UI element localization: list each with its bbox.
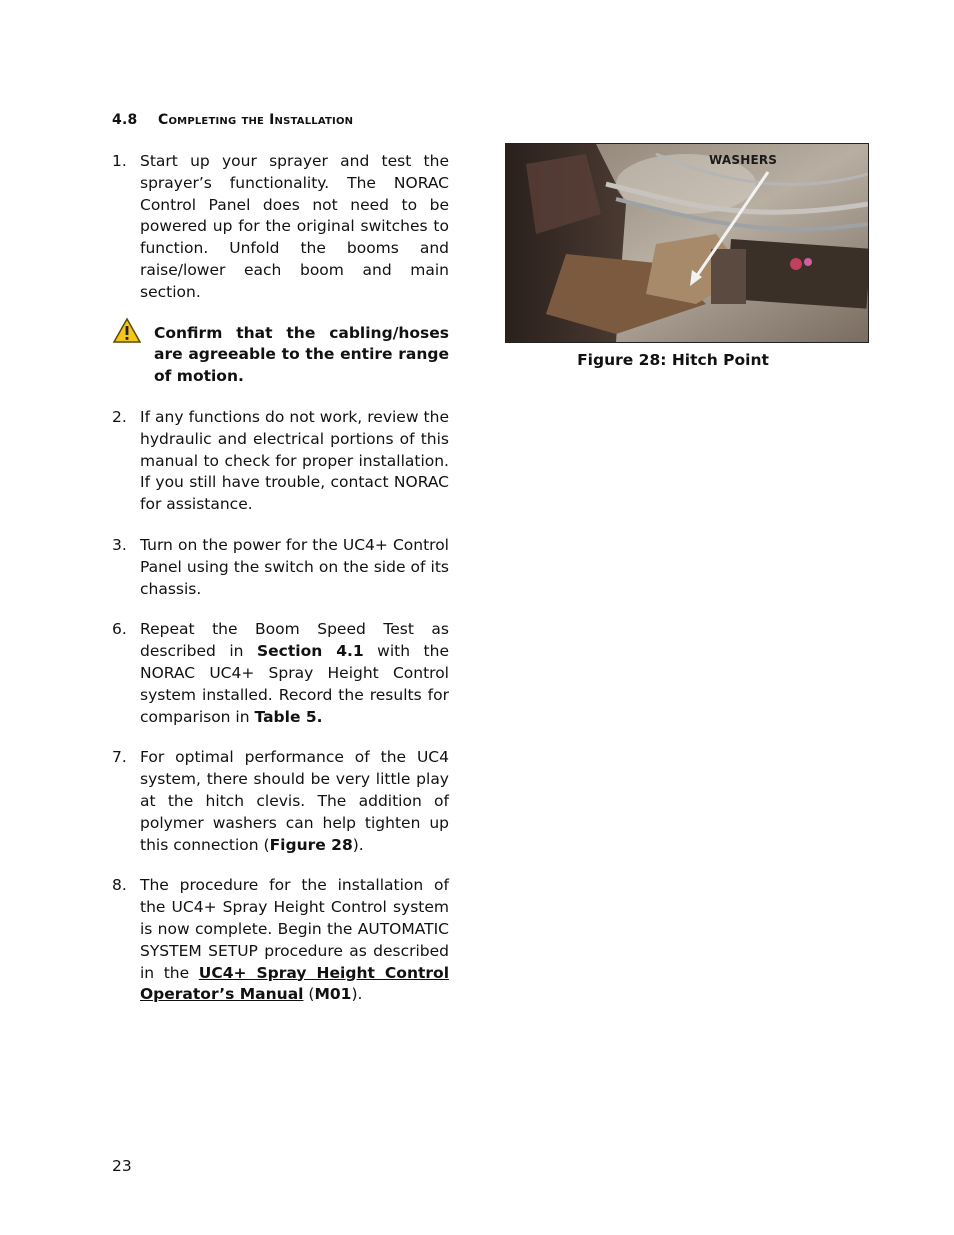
section-reference: Section 4.1	[256, 642, 364, 661]
item-text: Start up your sprayer and test the sprayer’s functionality. The NORAC Control Panel does not need to be powered up for the original switches to function. Unfold the booms and raise/lower each boom and main section.	[140, 152, 449, 301]
list-item	[112, 535, 449, 600]
table-reference: Table 5.	[254, 707, 323, 726]
figure-reference: Figure 28	[269, 835, 353, 854]
warning-icon	[112, 317, 142, 344]
item-number: 1.	[112, 152, 127, 170]
instructions-column	[112, 151, 449, 1025]
item-text: ).	[351, 985, 363, 1004]
caution-note	[112, 323, 449, 388]
list-item	[112, 875, 449, 1006]
item-text: The procedure for the installation of the UC4+ Spray Height Control system is now complete. Begin the AUTOMATIC SYSTEM SETUP procedure as described in the	[140, 876, 449, 982]
item-text: For optimal performance of the UC4 system, there should be very little play at the hitch clevis. The addition of polymer washers can help tighten up this connection (	[140, 748, 449, 854]
figure-caption: Figure 28: Hitch Point	[577, 351, 769, 369]
washers-label: WASHERS	[709, 153, 778, 167]
list-item	[112, 619, 449, 728]
page-number: 23	[112, 1157, 132, 1175]
list-item	[112, 151, 449, 304]
item-text: (	[303, 985, 315, 1004]
item-number: 3.	[112, 535, 127, 554]
item-number: 7.	[112, 748, 127, 767]
hitch-photo-illustration	[506, 144, 868, 342]
item-text: with the NORAC UC4+ Spray Height Control system installed. Record the results for comparison in	[140, 642, 449, 726]
item-text: Turn on the power for the UC4+ Control Panel using the switch on the side of its chassis.	[140, 535, 449, 598]
hitch-photo	[505, 143, 869, 343]
section-title: Completing the Installation	[158, 112, 354, 128]
manual-code: M01	[314, 985, 352, 1004]
item-number: 2.	[112, 407, 127, 426]
section-heading	[112, 112, 353, 128]
list-item	[112, 747, 449, 856]
item-number: 8.	[112, 876, 127, 895]
section-number: 4.8	[112, 112, 138, 128]
item-text: Repeat the Boom Speed Test as described in	[140, 620, 449, 661]
list-item	[112, 407, 449, 516]
manual-reference: UC4+ Spray Height Control Operator’s Manual	[140, 963, 450, 1004]
item-number: 6.	[112, 620, 127, 639]
caution-text: Confirm that the cabling/hoses are agreeable to the entire range of motion.	[154, 323, 449, 386]
item-text: ).	[352, 835, 364, 854]
item-text: If any functions do not work, review the hydraulic and electrical portions of this manual to check for proper installation. If you still have trouble, contact NORAC for assistance.	[140, 407, 449, 514]
